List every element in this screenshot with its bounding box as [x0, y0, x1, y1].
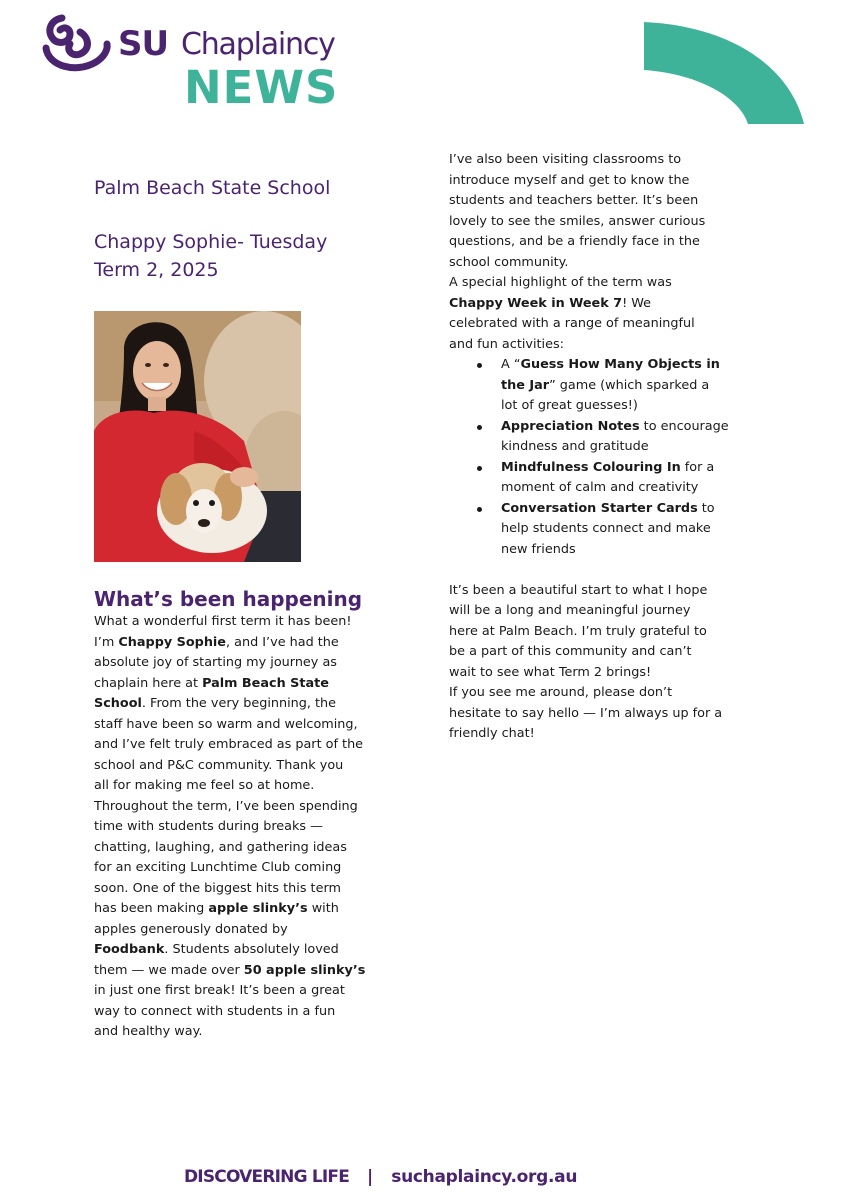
text-line: staff have been so warm and welcoming, [94, 716, 358, 732]
brand-news: NEWS [184, 61, 339, 114]
list-item: Mindfulness Colouring In for a moment of calm and creativity [449, 458, 769, 499]
text-line: all for making me feel so at home. [94, 778, 315, 793]
text-line: friendly chat! [449, 726, 535, 741]
text-line: hesitate to say hello — I’m always up for a [449, 705, 723, 721]
text-line: School. From the very beginning, the [94, 696, 337, 711]
brand-chaplaincy: Chaplaincy [181, 27, 335, 62]
text-line: and fun activities: [449, 336, 564, 352]
term-line: Term 2, 2025 [94, 259, 219, 281]
chaplain-title [94, 228, 327, 284]
text-line: If you see me around, please don’t [449, 685, 673, 700]
text-line: A special highlight of the term was [449, 275, 672, 290]
activity-list [449, 355, 769, 560]
chaplain-title-line: Chappy Sophie- Tuesday [94, 231, 328, 253]
left-article-text [94, 612, 400, 1043]
text-line: What a wonderful first term it has been! [94, 614, 352, 629]
bullet-icon [477, 425, 482, 430]
text-line: soon. One of the biggest hits this term [94, 880, 341, 896]
text-line: Throughout the term, I’ve been spending [94, 798, 358, 814]
text-line: here at Palm Beach. I’m truly grateful to [449, 623, 707, 639]
text-line: introduce myself and get to know the [449, 172, 690, 188]
text-line: time with students during breaks — [94, 819, 323, 834]
teal-arc-graphic [640, 18, 810, 128]
brand-su: SU [118, 24, 169, 64]
text-line: be a part of this community and can’t [449, 644, 692, 659]
text-line: and I’ve felt truly embraced as part of the [94, 737, 364, 752]
text-line: and healthy way. [94, 1024, 203, 1039]
text-line: lovely to see the smiles, answer curious [449, 213, 706, 229]
text-line: students and teachers better. It’s been [449, 193, 699, 208]
school-name: Palm Beach State School [94, 177, 331, 199]
right-article-text [449, 150, 769, 745]
bullet-icon [477, 466, 482, 471]
list-item: A “Guess How Many Objects in the Jar” game (which sparked a lot of great guesses!) [449, 355, 769, 417]
bullet-icon [477, 507, 482, 512]
section-heading: What’s been happening [94, 587, 363, 611]
text-line: It’s been a beautiful start to what I hope [449, 582, 708, 598]
text-line: chaplain here at Palm Beach State [94, 675, 329, 691]
list-item: Conversation Starter Cards to help students connect and make new friends [449, 499, 769, 561]
text-line: chatting, laughing, and gathering ideas [94, 839, 347, 855]
text-line: apples generously donated by [94, 921, 288, 937]
text-line: celebrated with a range of meaningful [449, 316, 695, 331]
text-line: absolute joy of starting my journey as [94, 655, 337, 670]
chaplain-photo [94, 311, 301, 562]
text-line: school and P&C community. Thank you [94, 757, 344, 773]
text-line: wait to see what Term 2 brings! [449, 664, 652, 680]
text-line: school community. [449, 254, 569, 270]
su-chaplaincy-logo [40, 8, 380, 118]
footer-separator: | [367, 1167, 374, 1187]
footer [184, 1162, 577, 1192]
text-line: will be a long and meaningful journey [449, 603, 691, 618]
text-line: I’ve also been visiting classrooms to [449, 152, 682, 167]
text-line: questions, and be a friendly face in the [449, 234, 700, 249]
text-line: in just one first break! It’s been a great [94, 983, 345, 998]
text-line: way to connect with students in a fun [94, 1003, 336, 1019]
text-line: for an exciting Lunchtime Club coming [94, 860, 342, 875]
text-line: them — we made over 50 apple slinky’s [94, 962, 366, 978]
text-line: Chappy Week in Week 7! We [449, 295, 652, 311]
bullet-icon [477, 363, 482, 368]
su-swirl-logo-icon [40, 12, 112, 74]
list-item: Appreciation Notes to encourage kindness and gratitude [449, 417, 769, 458]
text-line: Foodbank. Students absolutely loved [94, 942, 339, 957]
footer-tagline: DISCOVERING LIFE [184, 1167, 350, 1187]
footer-website-link[interactable]: suchaplaincy.org.au [391, 1167, 578, 1187]
text-line: I’m Chappy Sophie, and I’ve had the [94, 634, 339, 650]
text-line: has been making apple slinky’s with [94, 901, 339, 916]
